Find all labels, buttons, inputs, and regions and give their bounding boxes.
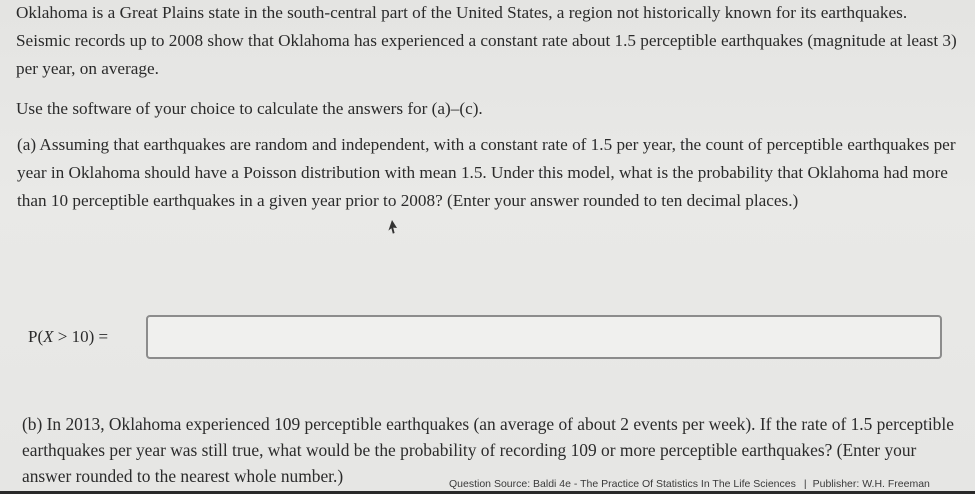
answer-a-row [0, 312, 975, 362]
question-source [449, 478, 930, 490]
source-publisher: Publisher: W.H. Freeman [812, 478, 930, 490]
answer-a-input[interactable] [146, 315, 942, 359]
source-text: Question Source: Baldi 4e - The Practice Of Statistics In The Life Sciences [449, 478, 796, 490]
question-part-a: (a) Assuming that earthquakes are random and independent, with a constant rate of 1.5 per year, the count of perceptible earthquakes per year in Oklahoma should have a Poisson distribution with mean 1.5. Under this model, what is the probability that Oklahoma had more than 10 perceptible earthquakes in a given year prior to 2008? (Enter your answer rounded to ten decimal places.) [17, 135, 956, 210]
answer-a-label: P(X > 10) = [28, 327, 109, 346]
question-intro: Oklahoma is a Great Plains state in the south-central part of the United States, a region not historically known for its earthquakes. Seismic records up to 2008 show that Oklahoma has experienced a constant rate about 1.5 perceptible earthquakes (magnitude at least 3) per year, on average. [16, 3, 957, 78]
question-part-b: (b) In 2013, Oklahoma experienced 109 perceptible earthquakes (an average of about 2 events per week). If the rate of 1.5 perceptible earthquakes per year was still true, what would be the probability of recording 109 or more perceptible earthquakes? (Enter your answer rounded to the nearest whole number.) [22, 414, 954, 486]
mouse-cursor-icon [386, 220, 398, 234]
question-instruction: Use the software of your choice to calculate the answers for (a)–(c). [16, 99, 483, 118]
source-separator: | [803, 478, 807, 490]
